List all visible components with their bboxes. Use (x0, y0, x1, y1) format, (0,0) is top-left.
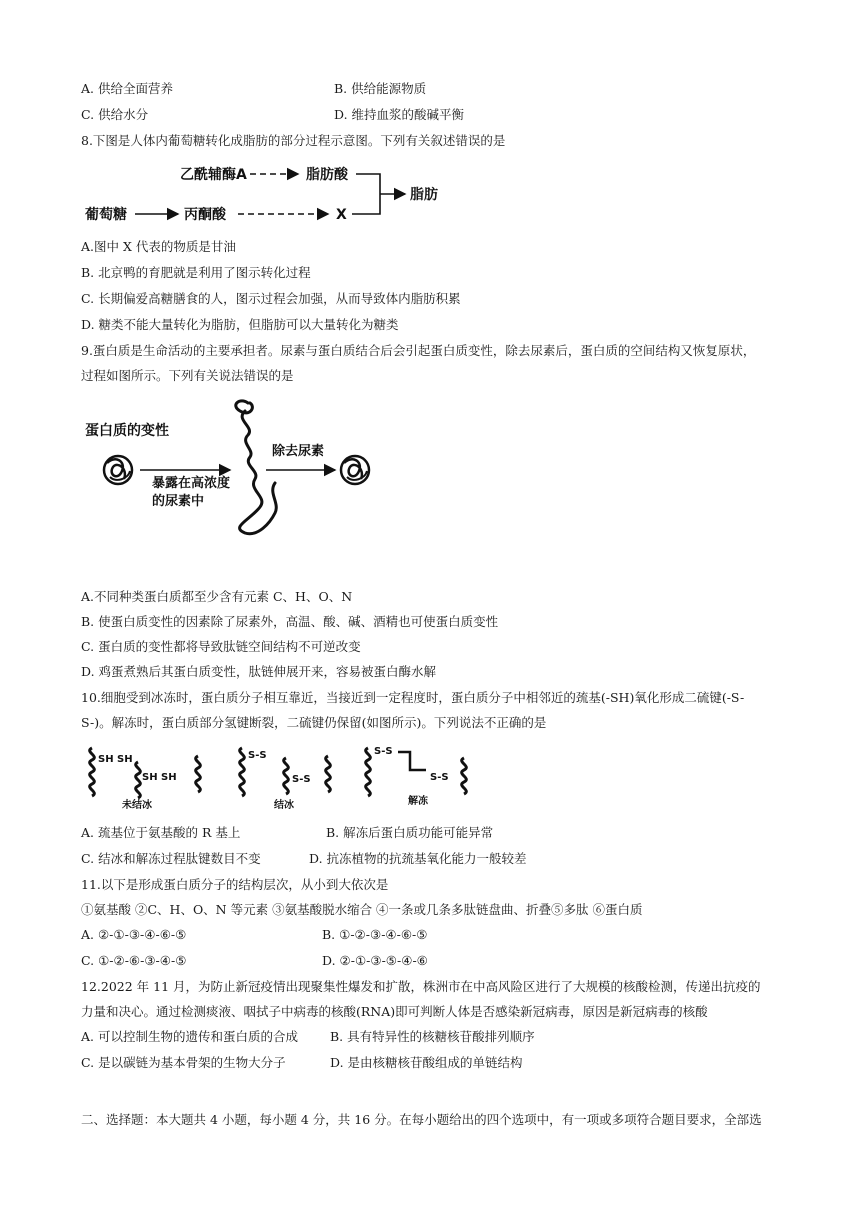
q11-option-c: C. ①-②-⑥-③-④-⑤ (81, 953, 187, 968)
q8-option-a: A.图中 X 代表的物质是甘油 (81, 239, 236, 254)
q9-option-c: C. 蛋白质的变性都将导致肽链空间结构不可逆改变 (81, 639, 361, 654)
expose-label-1: 暴露在高浓度 (152, 476, 231, 491)
chain-icon (366, 748, 371, 796)
q12-option-c: C. 是以碳链为基本骨架的生物大分子 (81, 1055, 286, 1070)
unfolded-chain-icon (236, 401, 276, 534)
q12-stem-2: 力量和决心。通过检测痰液、咽拭子中病毒的核酸(RNA)即可判断人体是否感染新冠病毒，原因是新冠病毒的核酸 (81, 1004, 708, 1019)
denaturation-title: 蛋白质的变性 (85, 423, 169, 439)
q11-option-b: B. ①-②-③-④-⑥-⑤ (322, 927, 428, 942)
q11-stem: 11.以下是形成蛋白质分子的结构层次，从小到大依次是 (81, 877, 389, 892)
chain-icon (284, 758, 289, 794)
q7-option-a: A. 供给全面营养 (81, 81, 173, 96)
pyruvate-label: 丙酮酸 (184, 207, 226, 223)
disulfide-bond-diagram (80, 740, 480, 812)
section-2-heading: 二、选择题：本大题共 4 小题，每小题 4 分，共 16 分。在每小题给出的四个选项中，有一项或多项符合题目要求，全部选 (81, 1112, 762, 1127)
folded-protein-icon (104, 456, 132, 484)
chain-icon (398, 752, 426, 770)
glucose-label: 葡萄糖 (85, 207, 127, 223)
q7-option-b: B. 供给能源物质 (334, 81, 427, 96)
q10-option-b: B. 解冻后蛋白质功能可能异常 (326, 825, 494, 840)
q9-stem-2: 过程如图所示。下列有关说法错误的是 (81, 368, 294, 383)
protein-denaturation-diagram (80, 395, 400, 540)
chain-icon (136, 762, 141, 798)
q9-option-a: A.不同种类蛋白质都至少含有元素 C、H、O、N (81, 589, 353, 604)
q10-stem-2: S-)。解冻时，蛋白质部分氢键断裂，二硫键仍保留(如图所示)。下列说法不正确的是 (81, 715, 547, 730)
acetyl-coa-label: 乙酰辅酶A (180, 167, 247, 183)
q12-option-a: A. 可以控制生物的遗传和蛋白质的合成 (81, 1029, 298, 1044)
chain-icon (90, 748, 95, 796)
chain-icon (196, 756, 201, 792)
merge-bracket (352, 174, 380, 214)
q12-stem-1: 12.2022 年 11 月，为防止新冠疫情出现聚集性爆发和扩散，株洲市在中高风险区进行了大规模的核酸检测，传递出抗疫的 (81, 979, 761, 994)
remove-urea-label: 除去尿素 (272, 444, 325, 459)
refolded-protein-icon (341, 456, 369, 484)
q11-option-d: D. ②-①-③-⑤-④-⑥ (322, 953, 428, 968)
q7-option-d: D. 维持血浆的酸碱平衡 (334, 107, 465, 122)
fatty-acid-label: 脂肪酸 (306, 167, 348, 183)
q12-option-d: D. 是由核糖核苷酸组成的单链结构 (330, 1055, 523, 1070)
chain-icon (240, 748, 245, 796)
chain-icon (326, 756, 331, 792)
q9-stem-1: 9.蛋白质是生命活动的主要承担者。尿素与蛋白质结合后会引起蛋白质变性，除去尿素后，蛋白质的空间结构又恢复原状， (81, 343, 756, 358)
q7-option-c: C. 供给水分 (81, 107, 149, 122)
q10-option-d: D. 抗冻植物的抗巯基氧化能力一般较差 (309, 851, 527, 866)
ss-label-4: S-S (430, 772, 449, 783)
sh-label-2: SH SH (142, 772, 177, 783)
q10-stem-1: 10.细胞受到冰冻时，蛋白质分子相互靠近，当接近到一定程度时，蛋白质分子中相邻近的巯基(-SH)氧化形成二硫键(-S- (81, 690, 745, 705)
q10-option-a: A. 巯基位于氨基酸的 R 基上 (81, 825, 241, 840)
glucose-to-fat-diagram (80, 152, 480, 230)
q12-option-b: B. 具有特异性的核糖核苷酸排列顺序 (330, 1029, 535, 1044)
label-frozen: 结冰 (274, 800, 294, 811)
label-unfrozen: 未结冰 (122, 800, 152, 811)
q9-option-d: D. 鸡蛋煮熟后其蛋白质变性，肽链伸展开来，容易被蛋白酶水解 (81, 664, 437, 679)
chain-icon (462, 758, 467, 794)
ss-label-3: S-S (374, 746, 393, 757)
label-thawed: 解冻 (408, 796, 428, 807)
ss-label-2: S-S (292, 774, 311, 785)
q9-option-b: B. 使蛋白质变性的因素除了尿素外，高温、酸、碱、酒精也可使蛋白质变性 (81, 614, 499, 629)
fat-label: 脂肪 (410, 187, 438, 203)
q11-items: ①氨基酸 ②C、H、O、N 等元素 ③氨基酸脱水缩合 ④一条或几条多肽链盘曲、折叠⑤多肽 ⑥蛋白质 (81, 902, 643, 917)
q8-option-b: B. 北京鸭的育肥就是利用了图示转化过程 (81, 265, 311, 280)
q10-option-c: C. 结冰和解冻过程肽键数目不变 (81, 851, 261, 866)
q8-option-c: C. 长期偏爱高糖膳食的人，图示过程会加强，从而导致体内脂肪积累 (81, 291, 461, 306)
q8-stem: 8.下图是人体内葡萄糖转化成脂肪的部分过程示意图。下列有关叙述错误的是 (81, 133, 506, 148)
x-label: X (336, 207, 347, 223)
q8-option-d: D. 糖类不能大量转化为脂肪，但脂肪可以大量转化为糖类 (81, 317, 399, 332)
expose-label-2: 的尿素中 (152, 494, 205, 509)
q11-option-a: A. ②-①-③-④-⑥-⑤ (81, 927, 187, 942)
sh-label-1: SH SH (98, 754, 133, 765)
ss-label-1: S-S (248, 750, 267, 761)
